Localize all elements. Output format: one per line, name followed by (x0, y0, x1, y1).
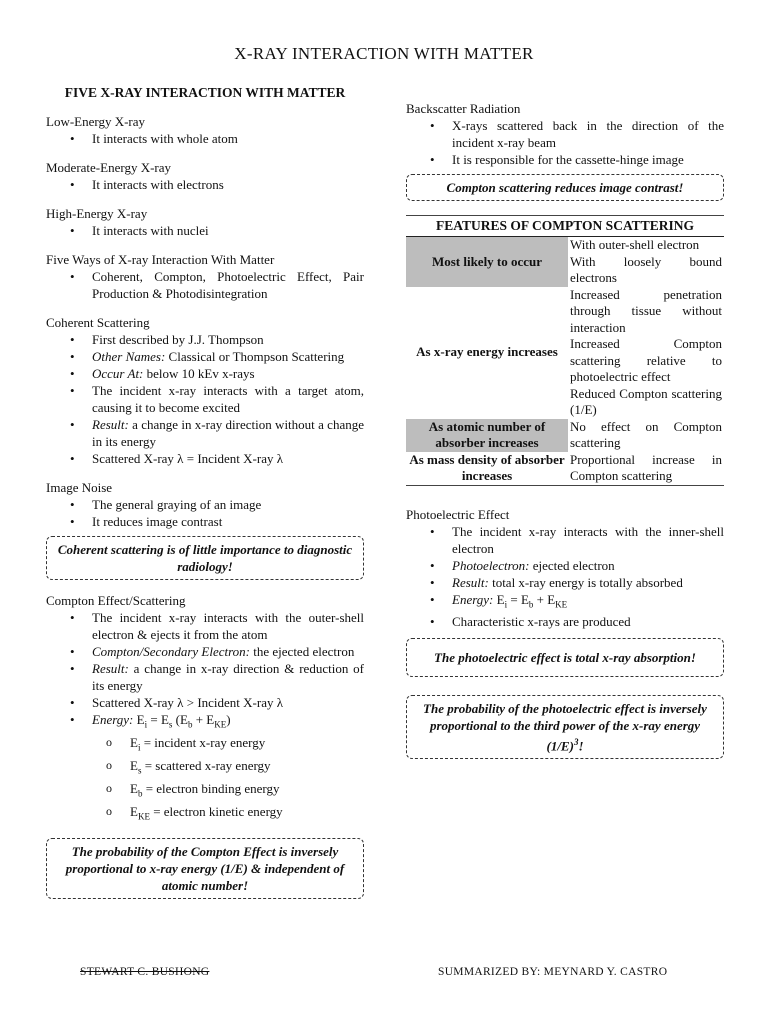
five-ways-title: Five Ways of X-ray Interaction With Matter (46, 252, 275, 267)
energy-sublist (92, 734, 364, 826)
list-item: • Other Names: Classical or Thompson Scattering (92, 348, 364, 365)
list-item: • The incident x-ray interacts with a target atom, causing it to become excited (92, 382, 364, 416)
table-value: Increased penetration through tissue without interaction Increased Compton scattering relative to photoelectric effect Reduced Compton scattering (1/E) (570, 286, 722, 417)
left-heading: FIVE X-RAY INTERACTION WITH MATTER (64, 85, 346, 100)
list-item: • Result: total x-ray energy is totally absorbed (452, 574, 724, 591)
moderate-energy-title: Moderate-Energy X-ray (46, 160, 172, 175)
sublist-item: o $E_s$ = scattered x-ray energy (130, 757, 364, 780)
footer-author: STEWART C. BUSHONG (80, 966, 210, 978)
table-key: As mass density of absorber increases (409, 451, 565, 483)
table-value: No effect on Compton scattering (570, 418, 722, 450)
table-key: As x-ray energy increases (416, 344, 558, 360)
list-item: • The incident x-ray interacts with the outer-shell electron & ejects it from the atom (92, 609, 364, 643)
sublist-item: o $E_i$ = incident x-ray energy (130, 734, 364, 757)
list-item: • It interacts with whole atom (92, 130, 364, 147)
right-column (406, 100, 724, 771)
table-value: Proportional increase in Compton scattering (570, 451, 722, 483)
compton-list (46, 609, 364, 826)
table-key: As atomic number of absorber increases (406, 419, 568, 452)
photoelectric-absorption-box: The photoelectric effect is total x-ray absorption! (406, 638, 724, 677)
list-item: • It interacts with electrons (92, 176, 364, 193)
table-row (406, 237, 724, 287)
low-energy-list (46, 130, 364, 147)
list-item: • The general graying of an image (92, 496, 364, 513)
backscatter-list (406, 117, 724, 168)
term-label: Result: (452, 574, 489, 590)
list-item: • It reduces image contrast (92, 513, 364, 530)
high-energy-title: High-Energy X-ray (46, 206, 148, 221)
term-label: Result: (92, 661, 129, 676)
term-label: Energy: (92, 712, 134, 727)
compton-note-box: The probability of the Compton Effect is inversely proportional to x-ray energy (1/E) & independent of atomic number! (46, 838, 364, 899)
features-title: FEATURES OF COMPTON SCATTERING (406, 218, 724, 237)
left-column (46, 84, 364, 911)
list-item: • Energy: $E_i = E_b + E_{KE}$ (452, 591, 724, 614)
list-item: • Energy: $E_i = E_s$ $(E_b + E_{KE})$ o $E_i$ = incident x-ray energy o $E_s$ = scattered x-ray energy o $E_b$ = electron binding energy o $E_{KE}$ = electron kinetic energy (92, 711, 364, 826)
backscatter-title: Backscatter Radiation (406, 101, 521, 116)
compton-contrast-box: Compton scattering reduces image contrast! (406, 174, 724, 201)
moderate-energy-list (46, 176, 364, 193)
table-row (406, 452, 724, 485)
photoelectric-title: Photoelectric Effect (406, 506, 510, 522)
page-title: X-RAY INTERACTION WITH MATTER (234, 44, 534, 63)
list-item: • The incident x-ray interacts with the inner-shell electron (452, 523, 724, 557)
low-energy-title: Low-Energy X-ray (46, 114, 146, 129)
term-label: Photoelectron: (452, 557, 530, 573)
term-label: Result: (92, 417, 129, 432)
high-energy-list (46, 222, 364, 239)
sublist-item: o $E_{KE}$ = electron kinetic energy (130, 803, 364, 826)
table-value: With outer-shell electron With loosely bound electrons (570, 237, 722, 285)
list-item: • Result: a change in x-ray direction without a change in its energy (92, 416, 364, 450)
list-item: • Scattered X-ray λ = Incident X-ray λ (92, 450, 364, 467)
coherent-list (46, 331, 364, 467)
list-item: • Characteristic x-rays are produced (452, 613, 724, 630)
table-key: Most likely to occur (406, 237, 568, 287)
photoelectric-list (406, 523, 724, 631)
list-item: • First described by J.J. Thompson (92, 331, 364, 348)
list-item: • Photoelectron: ejected electron (452, 557, 724, 574)
table-row (406, 419, 724, 452)
sublist-item: o $E_b$ = electron binding energy (130, 780, 364, 803)
compton-title: Compton Effect/Scattering (46, 593, 186, 608)
five-ways-list (46, 268, 364, 302)
term-label: Energy: (452, 591, 494, 607)
coherent-title: Coherent Scattering (46, 315, 150, 330)
coherent-note-box: Coherent scattering is of little importance to diagnostic radiology! (46, 536, 364, 580)
list-item: • Compton/Secondary Electron: the ejected electron (92, 643, 364, 660)
image-noise-title: Image Noise (46, 480, 113, 495)
term-label: Other Names: (92, 349, 166, 364)
list-item: • X-rays scattered back in the direction of the incident x-ray beam (452, 117, 724, 151)
list-item: • It is responsible for the cassette-hinge image (452, 151, 724, 168)
table-row (406, 287, 724, 419)
term-label: Occur At: (92, 366, 144, 381)
term-label: Compton/Secondary Electron: (92, 644, 251, 659)
image-noise-list (46, 496, 364, 530)
features-table (406, 237, 724, 485)
photoelectric-probability-box: The probability of the photoelectric effect is inversely proportional to the third power of the x-ray energy $(1/E)^3$! (406, 695, 724, 759)
features-table-wrap (406, 215, 724, 486)
list-item: • Coherent, Compton, Photoelectric Effect, Pair Production & Photodisintegration (92, 268, 364, 302)
footer-summarizer: SUMMARIZED BY: MEYNARD Y. CASTRO (438, 966, 668, 978)
list-item: • Result: a change in x-ray direction & reduction of its energy (92, 660, 364, 694)
list-item: • Scattered X-ray λ > Incident X-ray λ (92, 694, 364, 711)
list-item: • Occur At: below 10 kEv x-rays (92, 365, 364, 382)
list-item: • It interacts with nuclei (92, 222, 364, 239)
